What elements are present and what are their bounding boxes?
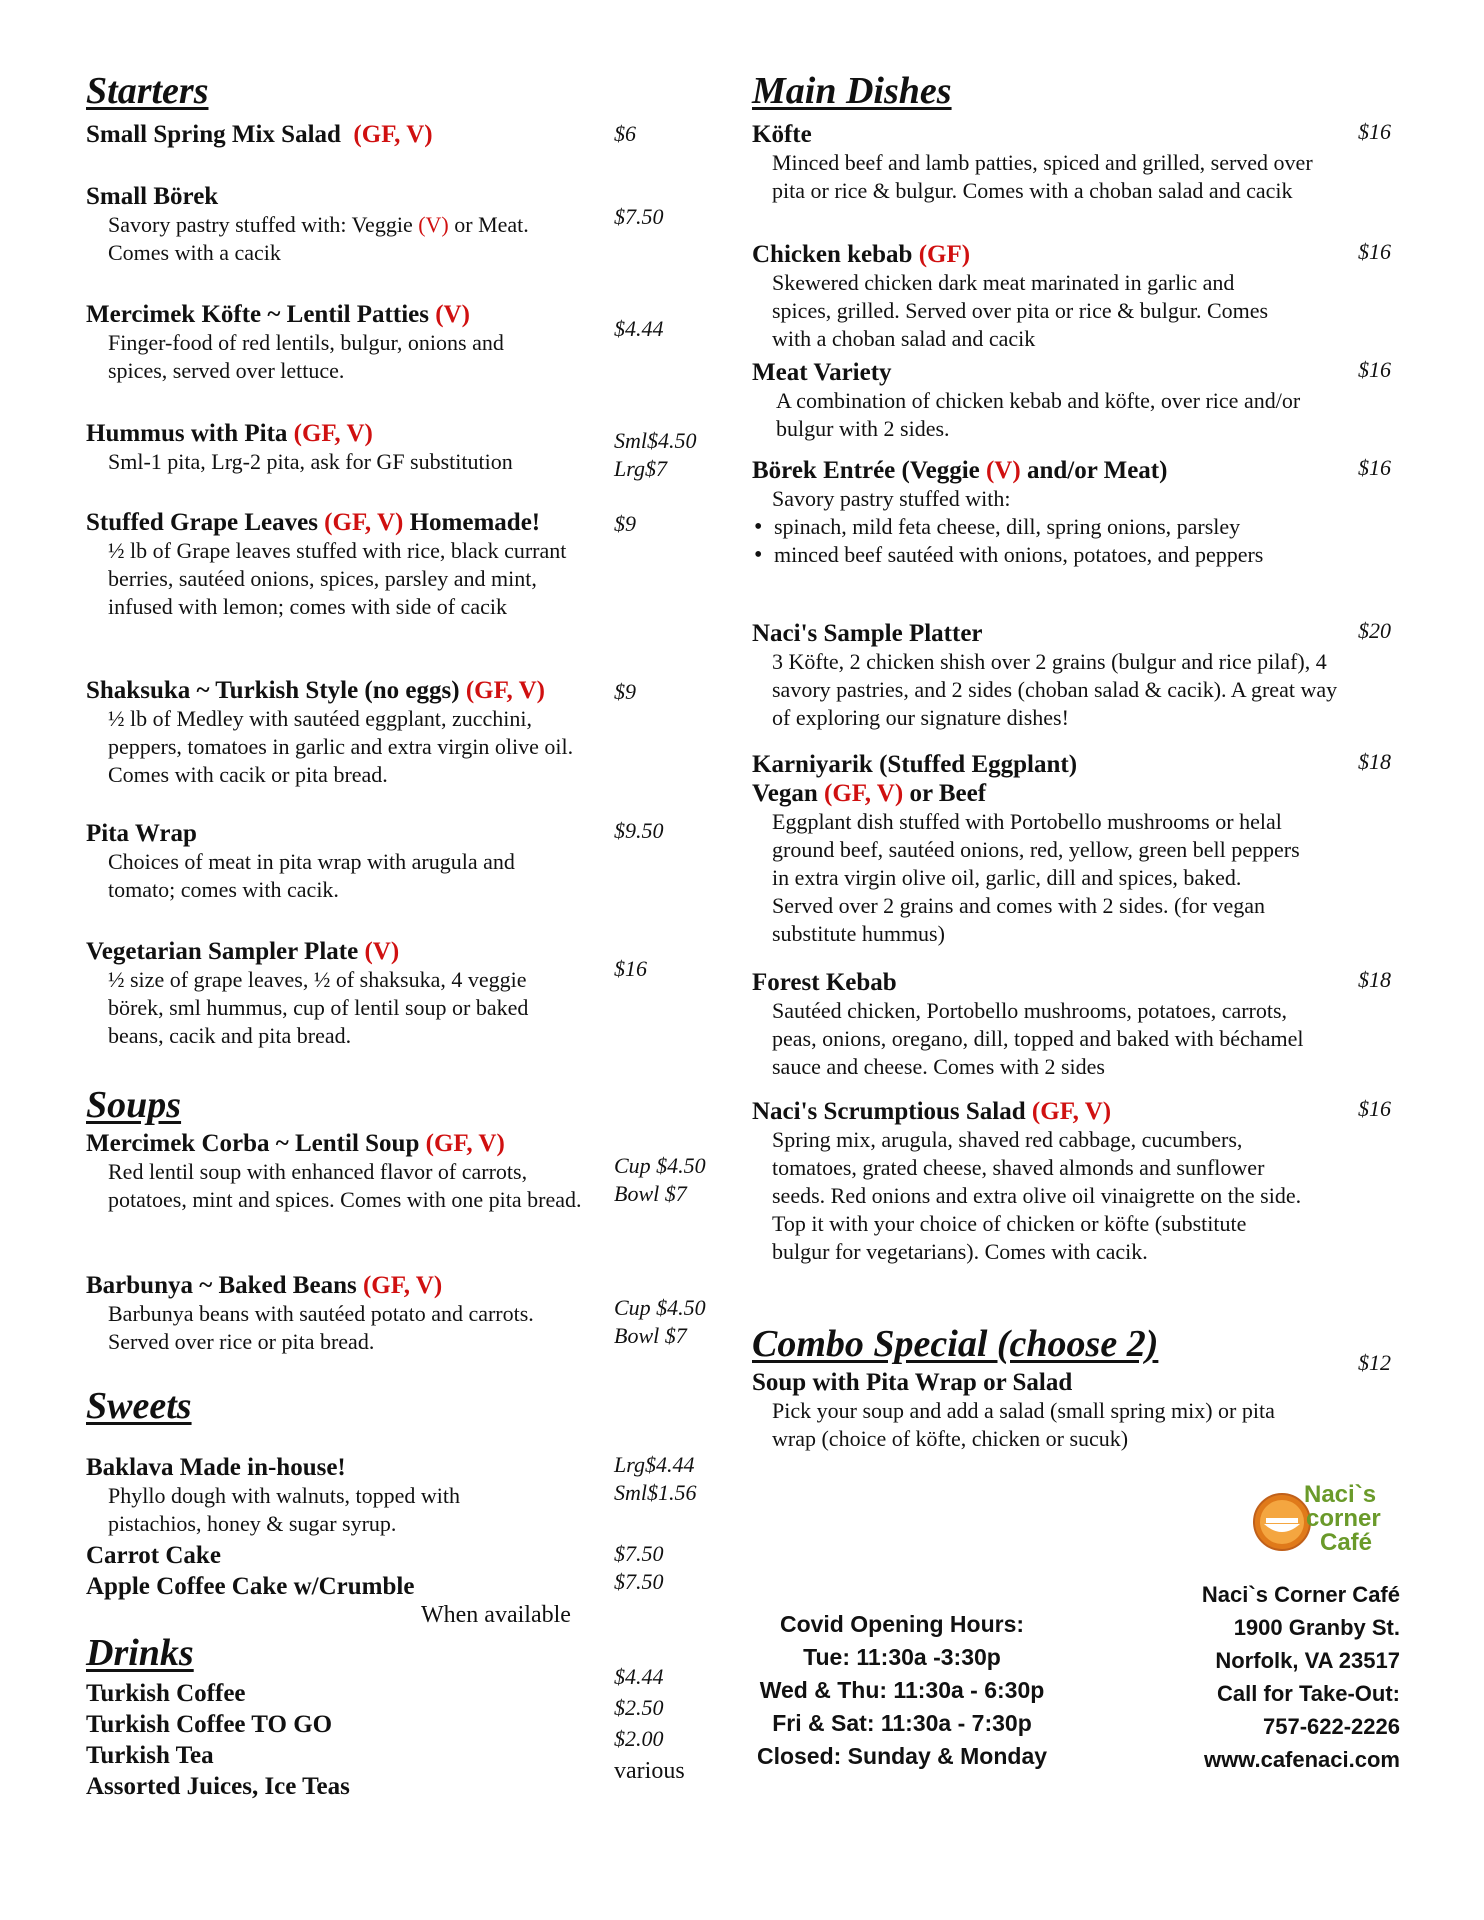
diet-tag: (GF, V) <box>465 677 545 704</box>
item-name: Mercimek Corba ~ Lentil Soup <box>86 1130 420 1157</box>
item-name: Köfte <box>752 121 812 148</box>
item-description: Choices of meat in pita wrap with arugula and tomato; comes with cacik. <box>108 849 515 902</box>
hours-line: Wed & Thu: 11:30a - 6:30p <box>759 1677 1045 1703</box>
section-title-combo: Combo Special (choose 2) <box>752 1323 1159 1365</box>
menu-item-borek-entree <box>752 456 1314 569</box>
menu-item-sample-platter <box>752 619 1342 732</box>
diet-tag: (GF, V) <box>425 1130 505 1157</box>
item-price: $16 <box>1358 119 1391 144</box>
menu-item-turkish-tea <box>86 1741 214 1770</box>
item-price: $4.44 <box>614 316 664 341</box>
hours-line: Fri & Sat: 11:30a - 7:30p <box>772 1710 1032 1736</box>
item-name: Apple Coffee Cake w/Crumble <box>86 1573 415 1600</box>
item-price: $9 <box>614 679 636 704</box>
menu-item-forest-kebab <box>752 968 1312 1081</box>
item-name: Small Börek <box>86 183 219 210</box>
item-price: $16 <box>1358 239 1391 264</box>
filling-option: • minced beef sautéed with onions, potatoes, and peppers <box>754 541 1314 569</box>
item-name: Baklava Made in-house! <box>86 1454 346 1481</box>
contact-info <box>1130 1578 1400 1776</box>
item-price: $4.44 <box>614 1664 664 1689</box>
menu-item-hummus <box>86 419 588 476</box>
item-price-bowl: Bowl $7 <box>614 1181 687 1206</box>
item-name: Naci's Sample Platter <box>752 620 983 647</box>
item-description: Finger-food of red lentils, bulgur, onions and spices, served over lettuce. <box>108 330 504 383</box>
item-description: Sml-1 pita, Lrg-2 pita, ask for GF substitution <box>108 449 513 474</box>
item-name: Meat Variety <box>752 359 892 386</box>
diet-tag: (V) <box>435 301 470 328</box>
item-name: Vegetarian Sampler Plate <box>86 938 359 965</box>
item-price: $9 <box>614 511 636 536</box>
section-title-sweets: Sweets <box>86 1385 192 1427</box>
item-price: $7.50 <box>614 204 664 229</box>
item-description: A combination of chicken kebab and köfte, over rice and/or bulgur with 2 sides. <box>776 388 1301 441</box>
item-price-large: Lrg$4.44 <box>614 1452 695 1477</box>
logo-line-1: Naci`s <box>1304 1481 1377 1508</box>
item-name: Turkish Coffee <box>86 1680 246 1707</box>
item-description: Eggplant dish stuffed with Portobello mushrooms or helal ground beef, sautéed onions, red, yellow, green bell peppers in extra virgin olive oil, garlic, dill and spices, baked. Served over 2 grains and comes with 2 sides. (for vegan substitute hummus) <box>772 809 1300 946</box>
diet-tag: (V) <box>364 938 400 965</box>
website-link[interactable]: www.cafenaci.com <box>1203 1747 1400 1772</box>
item-price: $9.50 <box>614 818 664 843</box>
menu-item-chicken-kebab <box>752 240 1292 353</box>
section-title-main-dishes: Main Dishes <box>752 70 952 112</box>
menu-item-turkish-coffee-to-go <box>86 1710 332 1739</box>
item-name: Barbunya ~ Baked Beans <box>86 1272 357 1299</box>
menu-item-karniyarik <box>752 750 1302 948</box>
hours-line: Closed: Sunday & Monday <box>756 1743 1048 1769</box>
item-price: various <box>614 1758 685 1784</box>
item-name: Chicken kebab <box>752 241 913 268</box>
item-description: ½ lb of Medley with sautéed eggplant, zucchini, peppers, tomatoes in garlic and extra virgin olive oil. Comes with cacik or pita bread. <box>108 706 574 787</box>
menu-item-vegetarian-sampler <box>86 937 578 1050</box>
item-price-bowl: Bowl $7 <box>614 1323 687 1348</box>
diet-tag: (GF) <box>918 241 971 268</box>
logo-line-3: Café <box>1320 1529 1373 1556</box>
item-price: $7.50 <box>614 1541 664 1566</box>
diet-tag: (GF, V) <box>362 1272 443 1299</box>
menu-item-juices-teas <box>86 1772 350 1801</box>
menu-item-shaksuka <box>86 676 594 789</box>
section-title-starters: Starters <box>86 70 209 112</box>
menu-item-combo <box>752 1368 1312 1453</box>
item-price: $16 <box>1358 1096 1391 1121</box>
item-price: $6 <box>614 121 636 146</box>
diet-tag: (GF, V) <box>824 780 904 807</box>
item-name: Stuffed Grape Leaves <box>86 509 318 536</box>
opening-hours <box>752 1608 1052 1773</box>
availability-note: When available <box>421 1602 571 1628</box>
menu-item-apple-coffee-cake <box>86 1572 414 1601</box>
item-name: Small Spring Mix Salad <box>86 121 341 148</box>
item-name-a: Börek Entrée (Veggie <box>752 457 986 484</box>
item-name-b: and/or Meat) <box>1026 457 1168 484</box>
item-name-line2-b: or Beef <box>903 780 987 807</box>
menu-item-meat-variety <box>752 358 1316 443</box>
hours-title: Covid Opening Hours: <box>779 1611 1025 1637</box>
item-name: Turkish Coffee TO GO <box>86 1711 333 1738</box>
diet-tag: (GF, V) <box>293 420 373 447</box>
menu-item-scrumptious-salad <box>752 1097 1307 1266</box>
item-price: $16 <box>614 956 647 981</box>
logo-line-2: corner <box>1306 1505 1381 1532</box>
menu-item-turkish-coffee <box>86 1679 246 1708</box>
item-name: Carrot Cake <box>86 1542 221 1569</box>
item-name: Naci's Scrumptious Salad <box>752 1098 1026 1125</box>
menu-item-kofte <box>752 120 1332 205</box>
item-description: Skewered chicken dark meat marinated in garlic and spices, grilled. Served over pita or rice & bulgur. Comes with a choban salad and cacik <box>772 270 1269 351</box>
item-description: Red lentil soup with enhanced flavor of carrots, potatoes, mint and spices. Comes with one pita bread. <box>108 1159 582 1212</box>
diet-tag: (GF, V) <box>353 121 433 148</box>
item-price: $16 <box>1358 357 1391 382</box>
item-price-cup: Cup $4.50 <box>614 1295 706 1320</box>
item-price: $18 <box>1358 967 1391 992</box>
item-price: $12 <box>1358 1350 1391 1375</box>
section-title-drinks: Drinks <box>86 1632 194 1674</box>
item-description: Sautéed chicken, Portobello mushrooms, potatoes, carrots, peas, onions, oregano, dill, topped and baked with béchamel sauce and cheese. Comes with 2 sides <box>772 998 1304 1079</box>
menu-item-stuffed-grape-leaves <box>86 508 568 621</box>
item-price-small: Sml$4.50 <box>614 428 697 453</box>
item-name: Hummus with Pita <box>86 420 288 447</box>
item-description: Minced beef and lamb patties, spiced and grilled, served over pita or rice & bulgur. Comes with a choban salad and cacik <box>772 150 1313 203</box>
filling-options <box>752 513 1314 569</box>
item-price-cup: Cup $4.50 <box>614 1153 706 1178</box>
item-name: Forest Kebab <box>752 969 897 996</box>
item-description: Barbunya beans with sautéed potato and carrots. Served over rice or pita bread. <box>108 1301 534 1354</box>
item-price-large: Lrg$7 <box>614 456 667 481</box>
cafe-name: Naci`s Corner Café <box>1201 1582 1400 1607</box>
item-name: Mercimek Köfte ~ Lentil Patties <box>86 301 429 328</box>
takeout-label: Call for Take-Out: <box>1217 1681 1400 1706</box>
item-description: ½ size of grape leaves, ½ of shaksuka, 4 veggie börek, sml hummus, cup of lentil soup or baked beans, cacik and pita bread. <box>108 967 529 1048</box>
address-street: 1900 Granby St. <box>1233 1615 1400 1640</box>
menu-item-mercimek-kofte <box>86 300 568 385</box>
item-name: Shaksuka ~ Turkish Style (no eggs) <box>86 677 460 704</box>
item-name: Karniyarik (Stuffed Eggplant) <box>752 751 1078 778</box>
item-name: Assorted Juices, Ice Teas <box>86 1773 350 1800</box>
item-description: ½ lb of Grape leaves stuffed with rice, black currant berries, sautéed onions, spices, parsley and mint, infused with lemon; comes with side of cacik <box>108 538 567 619</box>
menu-item-carrot-cake <box>86 1541 221 1570</box>
item-price: $18 <box>1358 749 1391 774</box>
item-name-suffix: Homemade! <box>409 509 541 536</box>
item-price: $2.50 <box>614 1695 664 1720</box>
phone-number[interactable]: 757-622-2226 <box>1262 1714 1400 1739</box>
menu-item-spring-mix-salad <box>86 120 433 149</box>
item-description: 3 Köfte, 2 chicken shish over 2 grains (bulgur and rice pilaf), 4 savory pastries, and 2 sides (choban salad & cacik). A great way of exploring our signature dishes! <box>772 649 1338 730</box>
item-description: Pick your soup and add a salad (small spring mix) or pita wrap (choice of köfte, chicken or sucuk) <box>772 1398 1275 1451</box>
cafe-logo <box>1248 1480 1398 1560</box>
item-price: $20 <box>1358 618 1391 643</box>
item-description: Savory pastry stuffed with: Veggie (V) or Meat. Comes with a cacik <box>108 212 529 265</box>
menu-item-baked-beans <box>86 1271 598 1356</box>
item-description: Spring mix, arugula, shaved red cabbage, cucumbers, tomatoes, grated cheese, shaved almonds and sunflower seeds. Red onions and extra olive oil vinaigrette on the side. Top it with your choice of chicken or köfte (substitute bulgur for vegetarians). Comes with cacik. <box>772 1127 1302 1264</box>
address-city: Norfolk, VA 23517 <box>1215 1648 1400 1673</box>
hours-line: Tue: 11:30a -3:30p <box>803 1644 1001 1670</box>
diet-tag: (GF, V) <box>1031 1098 1112 1125</box>
menu-item-pita-wrap <box>86 819 578 904</box>
item-price: $2.00 <box>614 1726 664 1751</box>
diet-tag: (GF, V) <box>324 509 404 536</box>
menu-item-lentil-soup <box>86 1129 594 1214</box>
item-description: Phyllo dough with walnuts, topped with pistachios, honey & sugar syrup. <box>108 1483 460 1536</box>
item-name-line2-a: Vegan <box>752 780 825 807</box>
item-price: $7.50 <box>614 1569 664 1594</box>
diet-tag: (V) <box>985 457 1021 484</box>
item-name: Soup with Pita Wrap or Salad <box>752 1369 1073 1396</box>
filling-option: • spinach, mild feta cheese, dill, spring onions, parsley <box>754 513 1314 541</box>
item-price: $16 <box>1358 455 1391 480</box>
item-price-small: Sml$1.56 <box>614 1480 697 1505</box>
item-name: Turkish Tea <box>86 1742 214 1769</box>
section-title-soups: Soups <box>86 1084 182 1126</box>
menu-item-baklava <box>86 1453 528 1538</box>
item-name: Pita Wrap <box>86 820 197 847</box>
item-description: Savory pastry stuffed with: <box>772 486 1011 511</box>
menu-item-small-borek <box>86 182 568 267</box>
